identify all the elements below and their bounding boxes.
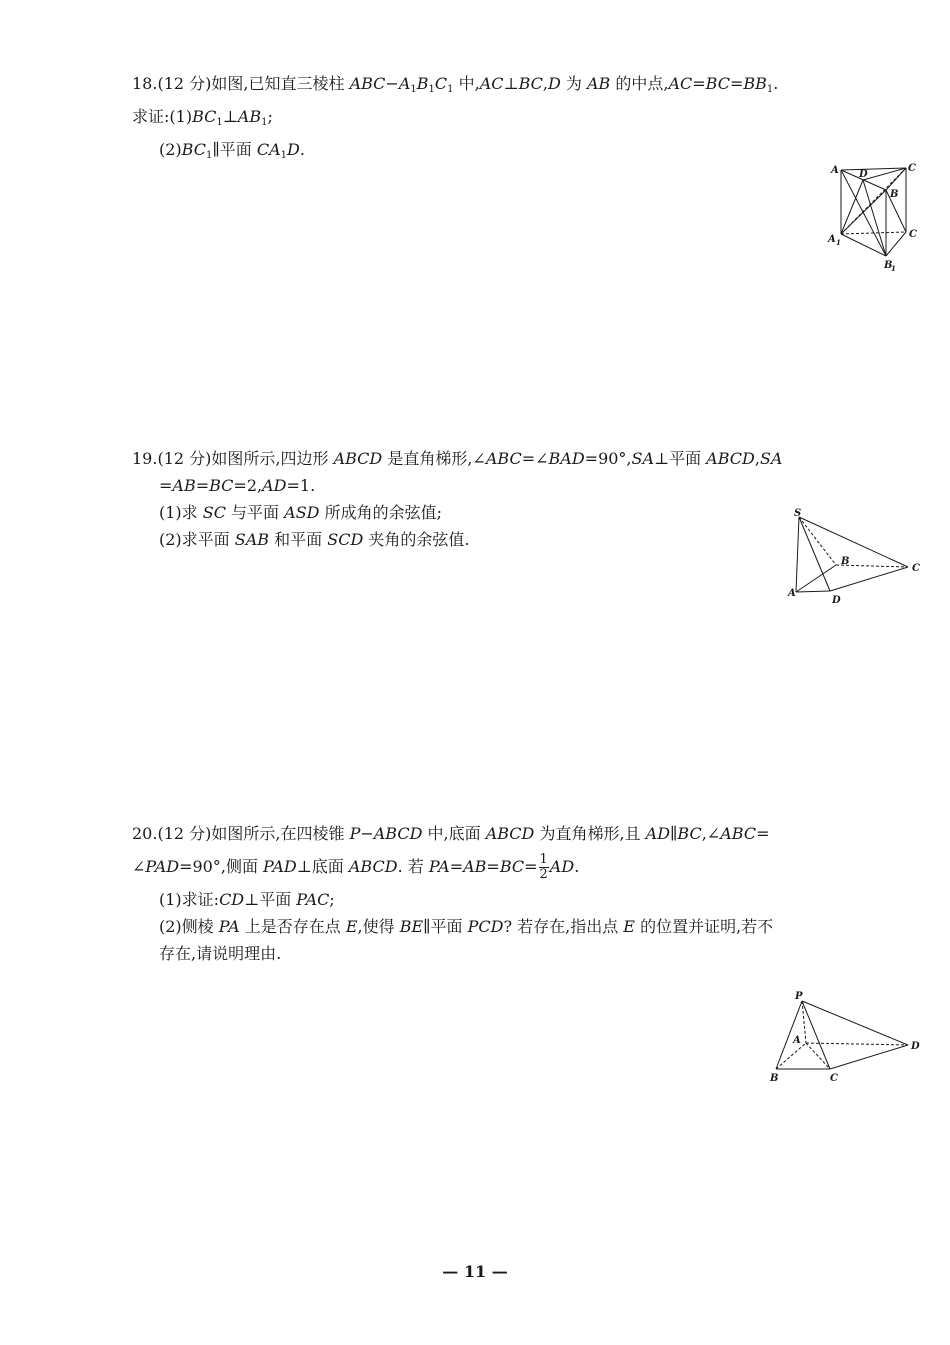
- label-A1: A: [828, 234, 836, 245]
- edge-AD: [796, 591, 830, 592]
- math: SCD: [327, 530, 364, 549]
- math: E: [345, 917, 358, 936]
- text: ⊥: [222, 107, 238, 126]
- text: 求证:(1): [132, 107, 193, 126]
- math: BC: [192, 107, 217, 126]
- text: ⊥: [503, 74, 519, 93]
- math: PAC: [296, 890, 330, 909]
- text: 的位置并证明,若不: [634, 917, 774, 936]
- label-D: D: [832, 595, 841, 606]
- math: AD: [549, 857, 575, 876]
- problem-19-line-2: [132, 472, 932, 499]
- text: . 若: [397, 857, 429, 876]
- text: =2,: [233, 476, 263, 495]
- edge-PA: [802, 1001, 806, 1043]
- text: 是直角梯形,∠: [382, 449, 486, 468]
- text: ∥: [670, 824, 678, 843]
- problem-18-line-1: [132, 70, 932, 103]
- text: ⊥平面: [244, 890, 297, 909]
- problem-20-line-1: [132, 820, 932, 847]
- math: BB: [743, 74, 767, 93]
- math: A: [398, 74, 411, 93]
- math: BE: [399, 917, 424, 936]
- text: (1)求: [159, 503, 203, 522]
- problem-18-line-3: [132, 136, 932, 169]
- text: ? 若存在,指出点: [503, 917, 624, 936]
- math: ABC: [720, 824, 757, 843]
- text: =: [524, 857, 538, 876]
- math: D: [547, 74, 561, 93]
- numerator: 1: [539, 852, 548, 867]
- edge-C1B1: [886, 232, 906, 256]
- label-B1-subscript: 1: [891, 264, 896, 273]
- math: SA: [759, 449, 783, 468]
- math: D: [287, 140, 300, 159]
- denominator: 2: [539, 867, 548, 882]
- label-P: P: [795, 991, 803, 1002]
- text: =: [195, 476, 210, 495]
- edge-SB: [799, 517, 836, 565]
- math: ABCD: [485, 824, 535, 843]
- pyramid-figure: [764, 985, 924, 1087]
- segment-DC: [863, 168, 906, 180]
- math: AB: [172, 476, 196, 495]
- problem-19-line-1: [132, 445, 932, 472]
- trapezoid-pyramid-figure: [786, 505, 920, 607]
- subscript: 1: [280, 150, 287, 161]
- edge-AC: [841, 168, 906, 170]
- text: 18.(12 分)如图,已知直三棱柱: [132, 74, 350, 93]
- label-C1: C: [909, 229, 917, 240]
- label-A: A: [788, 588, 796, 599]
- subscript: 1: [216, 117, 223, 128]
- math: BC: [499, 857, 525, 876]
- label-C: C: [908, 163, 916, 174]
- math: P: [349, 824, 361, 843]
- edge-AB: [796, 565, 836, 592]
- text: =90°,: [584, 449, 632, 468]
- math: ABC: [485, 449, 522, 468]
- subscript: 1: [447, 84, 454, 95]
- text: .: [574, 857, 580, 876]
- text: (2): [159, 140, 182, 159]
- text: 上是否存在点: [239, 917, 346, 936]
- subscript: 1: [410, 84, 417, 95]
- text: ;: [329, 890, 335, 909]
- math: E: [623, 917, 635, 936]
- subscript: 1: [766, 84, 774, 95]
- label-C: C: [830, 1073, 838, 1084]
- text: 为直角梯形,且: [534, 824, 646, 843]
- edge-SA: [796, 517, 799, 592]
- math: ASD: [284, 503, 320, 522]
- text: ,∠: [701, 824, 721, 843]
- math: ABCD: [706, 449, 755, 468]
- math: PA: [218, 917, 240, 936]
- math: AD: [262, 476, 287, 495]
- edge-A1B1: [841, 234, 886, 256]
- label-A: A: [831, 165, 839, 176]
- math: CA: [256, 140, 281, 159]
- math: AC: [479, 74, 504, 93]
- problem-20: [132, 820, 932, 967]
- label-B: B: [841, 556, 850, 567]
- text: 和平面: [269, 530, 328, 549]
- math: AC: [668, 74, 693, 93]
- text: ;: [267, 107, 273, 126]
- math: SAB: [234, 530, 270, 549]
- text: 夹角的余弦值.: [363, 530, 470, 549]
- text: 的中点,: [610, 74, 669, 93]
- math: ABCD: [348, 857, 398, 876]
- text: −: [385, 74, 399, 93]
- text: 所成角的余弦值;: [319, 503, 442, 522]
- text: 为: [560, 74, 587, 93]
- text: ⊥平面: [654, 449, 707, 468]
- text: 19.(12 分)如图所示,四边形: [132, 449, 334, 468]
- text: =: [449, 857, 464, 876]
- text: 存在,请说明理由.: [159, 944, 282, 963]
- text: ,: [754, 449, 760, 468]
- problem-20-line-4: [132, 913, 932, 940]
- math: PCD: [467, 917, 504, 936]
- label-B: B: [770, 1073, 779, 1084]
- math: ABCD: [333, 449, 383, 468]
- segment-A1D: [841, 180, 863, 234]
- math: AD: [645, 824, 671, 843]
- label-B: B: [890, 189, 899, 200]
- math: PAD: [145, 857, 180, 876]
- text: (2)侧棱: [159, 917, 219, 936]
- text: −: [360, 824, 374, 843]
- math: PA: [428, 857, 450, 876]
- math: AB: [237, 107, 262, 126]
- subscript: 1: [428, 84, 435, 95]
- math: BC: [705, 74, 730, 93]
- prism-figure: [826, 160, 922, 275]
- edge-AD: [806, 1043, 908, 1045]
- problem-20-line-5: [132, 940, 932, 967]
- subscript: 1: [205, 150, 213, 161]
- text: 中,底面: [422, 824, 486, 843]
- math: ABCD: [373, 824, 423, 843]
- math: BC: [518, 74, 543, 93]
- label-A: A: [793, 1035, 801, 1046]
- text: =: [692, 74, 706, 93]
- fraction-one-half: [539, 853, 549, 882]
- segment-A1B: [841, 190, 886, 234]
- text: ⊥底面: [296, 857, 349, 876]
- edge-DC: [830, 567, 908, 591]
- text: ,: [542, 74, 548, 93]
- text: ∠: [132, 857, 146, 876]
- text: (2)求平面: [159, 530, 235, 549]
- text: 20.(12 分)如图所示,在四棱锥: [132, 824, 350, 843]
- math: BAD: [548, 449, 585, 468]
- label-B1: B: [884, 260, 893, 271]
- label-S: S: [794, 508, 802, 519]
- text: ∥平面: [212, 140, 257, 159]
- text: =90°,侧面: [179, 857, 264, 876]
- text: =: [729, 74, 744, 93]
- math: SA: [631, 449, 655, 468]
- text: =: [486, 857, 500, 876]
- math: SC: [202, 503, 226, 522]
- math: BC: [181, 140, 206, 159]
- math: AB: [463, 857, 487, 876]
- text: =: [159, 476, 173, 495]
- subscript: 1: [261, 117, 268, 128]
- math: C: [434, 74, 448, 93]
- text: ∥平面: [423, 917, 468, 936]
- problem-20-line-3: [132, 886, 932, 913]
- label-D: D: [859, 169, 868, 180]
- math: BC: [209, 476, 234, 495]
- math: B: [416, 74, 429, 93]
- text: =1.: [286, 476, 316, 495]
- text: 与平面: [225, 503, 285, 522]
- page-number: — 11 —: [442, 1262, 508, 1281]
- text: ,使得: [357, 917, 400, 936]
- math: PAD: [263, 857, 297, 876]
- text: .: [773, 74, 779, 93]
- problem-20-line-2: [132, 853, 932, 882]
- text: (1)求证:: [159, 890, 220, 909]
- problem-18-line-2: [132, 103, 932, 136]
- label-D: D: [911, 1041, 920, 1052]
- label-C: C: [912, 563, 920, 574]
- text: .: [299, 140, 305, 159]
- text: =: [756, 824, 770, 843]
- math: BC: [677, 824, 702, 843]
- label-A1-subscript: 1: [836, 238, 841, 247]
- math: AB: [586, 74, 611, 93]
- segment-AC: [806, 1043, 830, 1069]
- math: CD: [219, 890, 245, 909]
- text: 中,: [453, 74, 480, 93]
- edge-CD: [830, 1045, 908, 1069]
- text: =∠: [521, 449, 549, 468]
- edge-SC: [799, 517, 908, 567]
- math: ABC: [349, 74, 386, 93]
- problem-18: [132, 70, 932, 169]
